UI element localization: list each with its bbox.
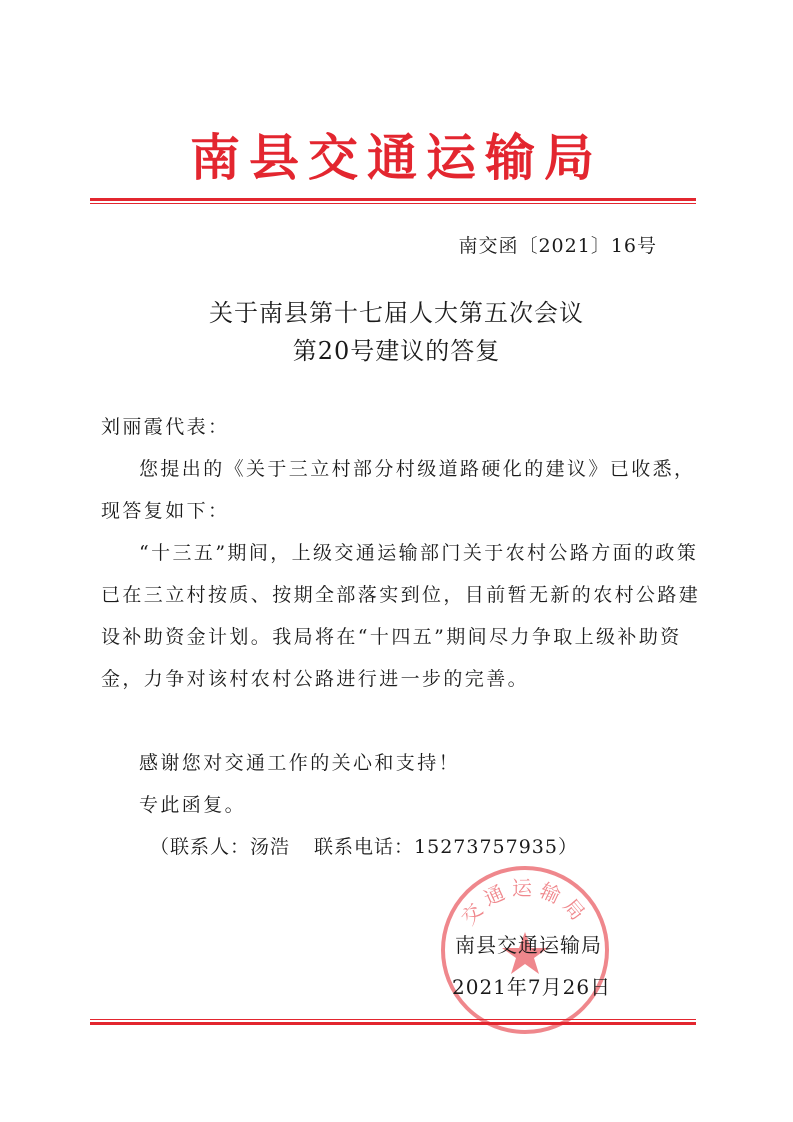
salutation: 刘丽霞代表： — [101, 416, 230, 438]
reply-title — [0, 294, 793, 370]
contact-person: （联系人：汤浩 — [150, 836, 291, 858]
footer-rule-thick — [90, 1022, 696, 1025]
reply-title-line-2: 第20号建议的答复 — [292, 337, 501, 365]
signature-date: 2021年7月26日 — [452, 975, 612, 999]
paragraph-thanks: 感谢您对交通工作的关心和支持！ — [139, 752, 461, 774]
reply-title-line-1: 关于南县第十七届人大第五次会议 — [209, 299, 584, 327]
letterhead-rule-thick — [90, 198, 696, 201]
letterhead-rule-thin — [90, 203, 696, 204]
paragraph-closing: 专此函复。 — [139, 794, 247, 816]
letterhead-title: 南县交通运输局 — [190, 128, 603, 187]
footer-rule-thin — [90, 1019, 696, 1020]
document-number: 南交函〔2021〕16号 — [458, 235, 657, 257]
seal-text: 交通运输局 — [456, 876, 594, 930]
contact-phone: 联系电话：15273757935） — [314, 836, 578, 858]
paragraph-acknowledgement: 您提出的《关于三立村部分村级道路硬化的建议》已收悉，现答复如下： — [101, 458, 696, 522]
paragraph-reply-content: “十三五”期间，上级交通运输部门关于农村公路方面的政策已在三立村按质、按期全部落实到位，目前暂无新的农村公路建设补助资金计划。我局将在“十四五”期间尽力争取上级补助资金，力争对该村农村公路进行进一步的完善。 — [101, 542, 701, 690]
signature-organization: 南县交通运输局 — [455, 933, 602, 957]
